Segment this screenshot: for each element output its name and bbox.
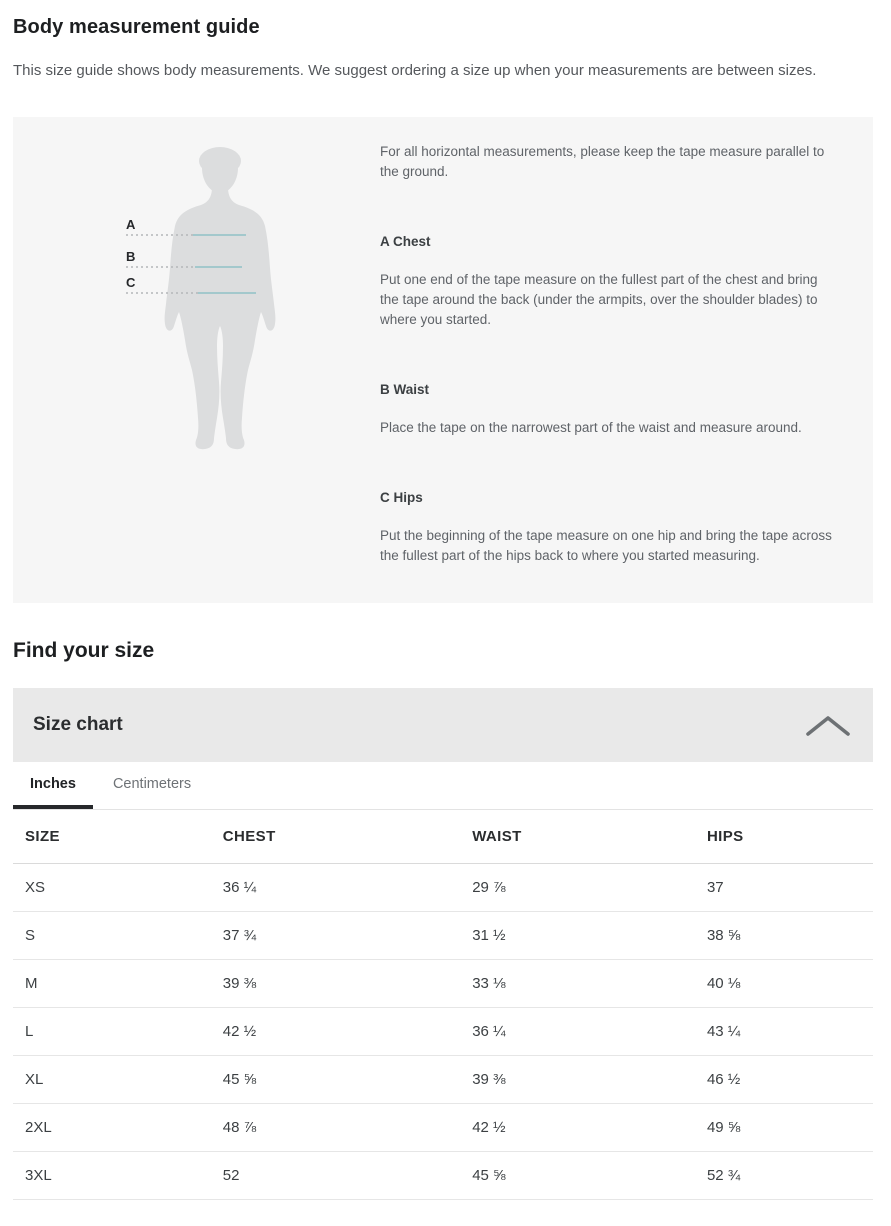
tab-centimeters[interactable]: Centimeters bbox=[112, 775, 192, 792]
measurement-guide-panel bbox=[13, 117, 873, 603]
size-guide-page bbox=[0, 16, 891, 1200]
find-your-size-heading: Find your size bbox=[13, 639, 155, 662]
column-header-chest: CHEST bbox=[211, 810, 460, 863]
size-chart-accordion-header[interactable] bbox=[13, 688, 873, 762]
cell-chest: 37 ¾ bbox=[211, 911, 460, 959]
cell-size: XL bbox=[13, 1055, 211, 1103]
body-diagram bbox=[13, 117, 380, 603]
hips-section-title: C Hips bbox=[380, 490, 423, 505]
page-title: Body measurement guide bbox=[13, 16, 260, 38]
size-chart-table bbox=[13, 810, 873, 1200]
cell-hips: 37 bbox=[695, 863, 873, 911]
cell-waist: 45 ⅝ bbox=[460, 1151, 695, 1199]
table-row bbox=[13, 1055, 873, 1103]
table-row bbox=[13, 911, 873, 959]
size-chart-title: Size chart bbox=[33, 714, 123, 735]
chest-section-text: Put one end of the tape measure on the fullest part of the chest and bring the tape around the back (under the armpits, over the shoulder blades) to where you started. bbox=[380, 272, 818, 327]
cell-hips: 38 ⅝ bbox=[695, 911, 873, 959]
chevron-up-icon[interactable] bbox=[805, 714, 851, 737]
cell-hips: 49 ⅝ bbox=[695, 1103, 873, 1151]
table-row bbox=[13, 863, 873, 911]
cell-waist: 42 ½ bbox=[460, 1103, 695, 1151]
cell-size: M bbox=[13, 959, 211, 1007]
cell-chest: 39 ⅜ bbox=[211, 959, 460, 1007]
cell-hips: 40 ⅛ bbox=[695, 959, 873, 1007]
silhouette-body bbox=[165, 187, 276, 449]
cell-size: 2XL bbox=[13, 1103, 211, 1151]
measurement-instructions bbox=[380, 117, 873, 603]
cell-chest: 52 bbox=[211, 1151, 460, 1199]
instructions-intro: For all horizontal measurements, please keep the tape measure parallel to the ground. bbox=[380, 144, 825, 179]
cell-waist: 33 ⅛ bbox=[460, 959, 695, 1007]
cell-chest: 48 ⅞ bbox=[211, 1103, 460, 1151]
diagram-label-hips: C bbox=[126, 275, 136, 290]
cell-waist: 39 ⅜ bbox=[460, 1055, 695, 1103]
hips-section-text: Put the beginning of the tape measure on one hip and bring the tape across the fullest part of the hips back to where you started measuring. bbox=[380, 528, 832, 563]
cell-hips: 52 ¾ bbox=[695, 1151, 873, 1199]
cell-hips: 43 ¼ bbox=[695, 1007, 873, 1055]
cell-chest: 45 ⅝ bbox=[211, 1055, 460, 1103]
cell-waist: 36 ¼ bbox=[460, 1007, 695, 1055]
table-row bbox=[13, 1007, 873, 1055]
table-row bbox=[13, 1151, 873, 1199]
cell-chest: 42 ½ bbox=[211, 1007, 460, 1055]
cell-waist: 29 ⅞ bbox=[460, 863, 695, 911]
column-header-waist: WAIST bbox=[460, 810, 695, 863]
cell-size: S bbox=[13, 911, 211, 959]
diagram-label-waist: B bbox=[126, 249, 136, 264]
cell-size: XS bbox=[13, 863, 211, 911]
table-row bbox=[13, 959, 873, 1007]
chest-section-title: A Chest bbox=[380, 234, 431, 249]
diagram-label-chest: A bbox=[126, 217, 136, 232]
body-silhouette-illustration bbox=[13, 117, 380, 567]
column-header-size: SIZE bbox=[13, 810, 211, 863]
table-header-row bbox=[13, 810, 873, 863]
column-header-hips: HIPS bbox=[695, 810, 873, 863]
cell-chest: 36 ¼ bbox=[211, 863, 460, 911]
cell-size: 3XL bbox=[13, 1151, 211, 1199]
cell-waist: 31 ½ bbox=[460, 911, 695, 959]
tab-inches[interactable]: Inches bbox=[13, 762, 93, 809]
page-subtitle: This size guide shows body measurements. We suggest ordering a size up when your measurements are between sizes. bbox=[13, 62, 817, 79]
units-tab-bar bbox=[13, 762, 873, 810]
waist-section-title: B Waist bbox=[380, 382, 430, 397]
table-row bbox=[13, 1103, 873, 1151]
waist-section-text: Place the tape on the narrowest part of the waist and measure around. bbox=[380, 420, 802, 435]
cell-hips: 46 ½ bbox=[695, 1055, 873, 1103]
cell-size: L bbox=[13, 1007, 211, 1055]
